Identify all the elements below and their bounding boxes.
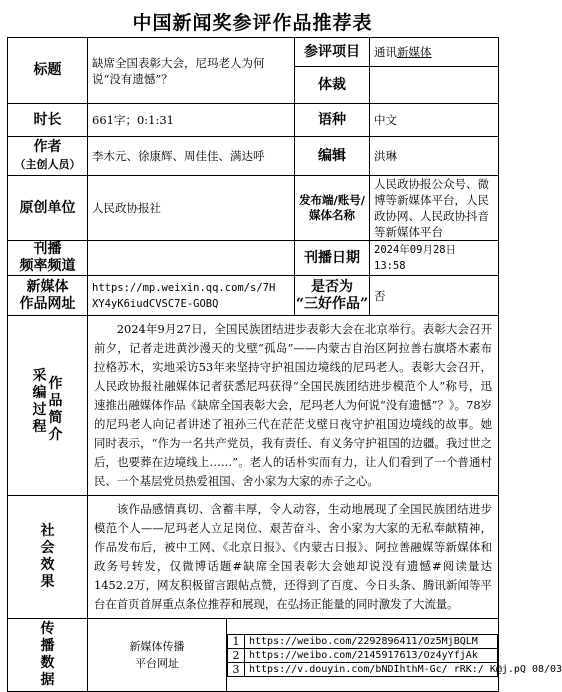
category-underlined: 新媒体: [397, 45, 432, 59]
genre-value: [370, 67, 499, 104]
good-work-label: 是否为 “三好作品”: [295, 276, 370, 316]
effect-text: 该作品感情真切、含蓄丰厚，令人动容，生动地展现了全国民族团结进步模范个人——尼玛老人立足岗位、艰苦奋斗、舍小家为大家的无私奉献精神，作品发布后，被中工网、《北京日报》、《内蒙古日报》、阿拉善融媒等新媒体和政务号转发，仅微博话题#缺席全国表彰大会她却说没有遗憾#阅读量达1452.2万，网友积极留言跟帖点赞，还得到了百度、今日头条、腾讯新闻等平台在首页首屏重点条位推荐和展现，在弘扬正能量的同时激发了大流量。: [88, 496, 499, 619]
spread-sublabel: 新媒体传播 平台网址: [88, 619, 227, 692]
editor-value: 洪琳: [370, 137, 499, 176]
original-unit-value: 人民政协报社: [88, 176, 295, 241]
length-label: 时长: [8, 104, 88, 137]
spread-link[interactable]: https://weibo.com/2292896411/Oz5MjBQLM: [245, 634, 498, 648]
length-value: 661字；0:1:31: [88, 104, 295, 137]
platform-label: 发布端/账号/媒体名称: [295, 176, 370, 241]
language-label: 语种: [295, 104, 370, 137]
form-title: 中国新闻奖参评作品推荐表: [132, 12, 373, 34]
spread-link[interactable]: https://weibo.com/2145917613/Oz4yYfjAk: [245, 648, 498, 662]
link-number: 2: [228, 648, 245, 662]
author-label: 作者 （主创人员）: [8, 137, 88, 176]
link-number: 3: [228, 662, 245, 676]
spread-links: [227, 619, 562, 692]
good-work-value: 否: [370, 276, 499, 316]
spread-label: 传 播 数 据: [8, 619, 88, 692]
language-value: 中文: [370, 104, 499, 137]
channel-value: [88, 241, 295, 276]
recommendation-form: [7, 37, 562, 692]
headline-label: 标题: [8, 38, 88, 104]
pub-date-value: 2024年09月28日 13:58: [370, 241, 499, 276]
spread-link[interactable]: https://v.douyin.com/bNDIhthM-Gc/ rRK:/ K@j.pQ 08/03: [245, 662, 498, 676]
category-label: 参评项目: [295, 38, 370, 67]
effect-label: 社 会 效 果: [8, 496, 88, 619]
genre-label: 体裁: [295, 67, 370, 104]
process-label: 采 编 过 程 作 品 简 介: [8, 316, 88, 496]
url-value[interactable]: https://mp.weixin.qq.com/s/7H XY4yK6iudCVSC7E-GOBQ: [88, 276, 295, 316]
author-value: 李木元、徐康辉、周佳佳、满达呼: [88, 137, 295, 176]
editor-label: 编辑: [295, 137, 370, 176]
url-label: 新媒体 作品网址: [8, 276, 88, 316]
platform-value: 人民政协报公众号、微博等新媒体平台，人民政协网、人民政协抖音等新媒体平台: [370, 176, 499, 241]
process-text: 2024年9月27日，全国民族团结进步表彰大会在北京举行。表彰大会召开前夕，记者走进黄沙漫天的戈壁“孤岛”——内蒙古自治区阿拉善右旗塔木素布拉格苏木，实地采访53年来坚持守护祖国边境线的尼玛老人。表彰大会召开，人民政协报社融媒体记者获悉尼玛获得“全国民族团结进步模范个人”称号，迅速推出融媒体作品《缺席全国表彰大会，尼玛老人为何说“没有遗憾”？》。78岁的尼玛老人向记者讲述了祖孙三代在茫茫戈壁日夜守护祖国边境线的故事。她同时表示，“作为一名共产党员，我有责任、有义务守护祖国的边疆。我过世之后，也要葬在边境线上……”。老人的话朴实而有力，让人们看到了一个普通村民、一个基层党员热爱祖国、舍小家为大家的赤子之心。: [88, 316, 499, 496]
pub-date-label: 刊播日期: [295, 241, 370, 276]
channel-label: 刊播 频率频道: [8, 241, 88, 276]
headline-value: 缺席全国表彰大会，尼玛老人为何说“没有遗憾”？: [88, 38, 295, 104]
category-value: 通讯新媒体: [370, 38, 499, 67]
original-unit-label: 原创单位: [8, 176, 88, 241]
link-number: 1: [228, 634, 245, 648]
